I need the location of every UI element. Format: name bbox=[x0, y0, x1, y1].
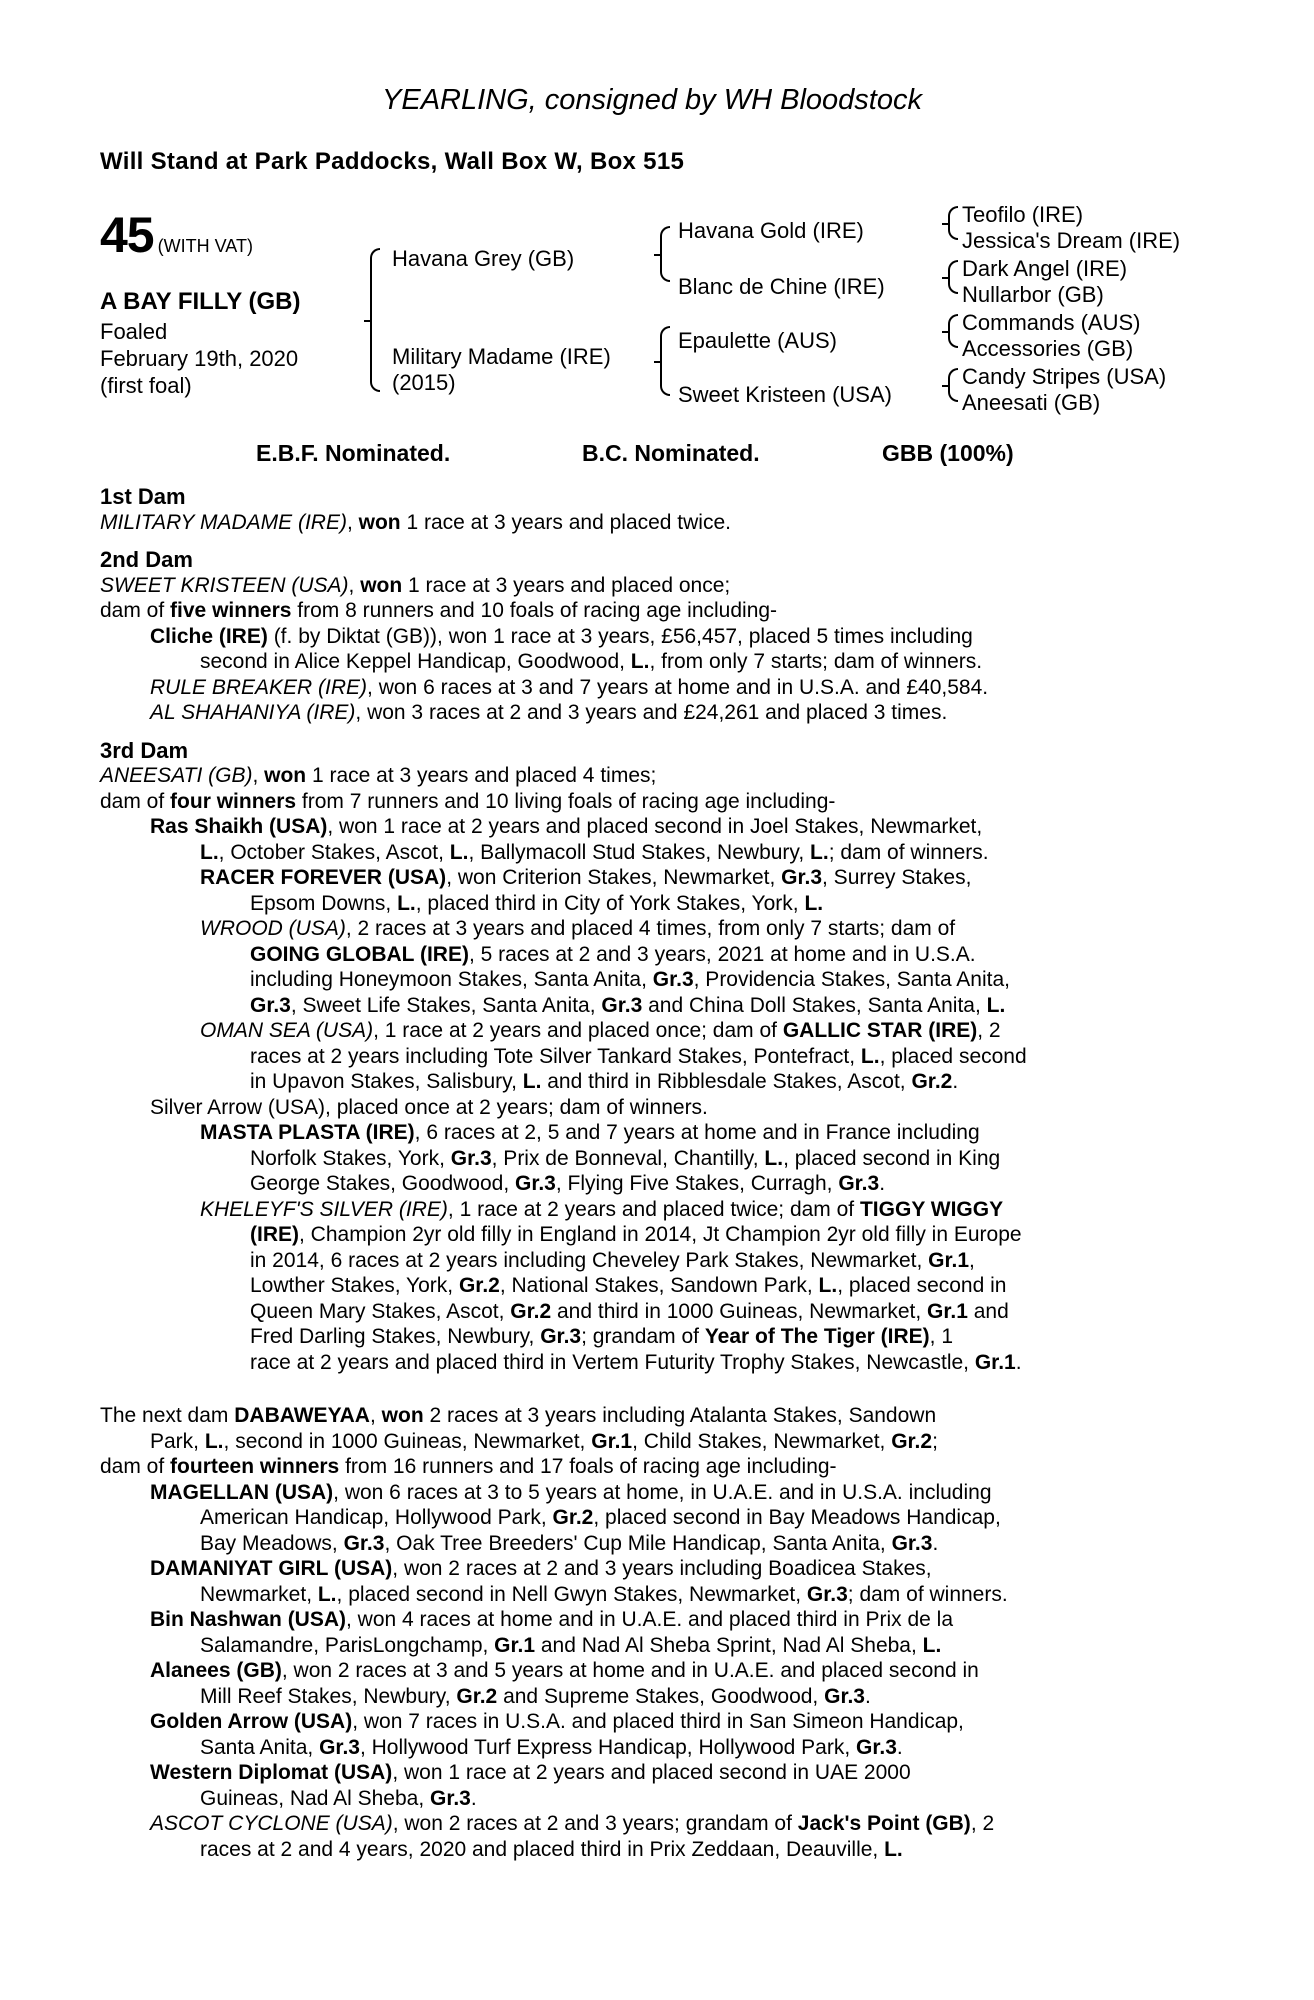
progeny-racer-forever: RACER FOREVER (USA), won Criterion Stakes, Newmarket, Gr.3, Surrey Stakes, bbox=[200, 866, 972, 889]
progeny-al-shahaniya: AL SHAHANIYA (IRE), won 3 races at 2 and 3 years and £24,261 and placed 3 times. bbox=[150, 701, 948, 724]
dam-dam: Sweet Kristeen (USA) bbox=[678, 382, 892, 407]
dam-sire: Epaulette (AUS) bbox=[678, 328, 837, 353]
progeny-tiggy-wiggy-2: in 2014, 6 races at 2 years including Cheveley Park Stakes, Newmarket, Gr.1, bbox=[250, 1248, 975, 1272]
progeny-alanees-2: Mill Reef Stakes, Newbury, Gr.2 and Supreme Stakes, Goodwood, Gr.3. bbox=[200, 1684, 871, 1708]
ped-dss: Commands (AUS) bbox=[962, 310, 1141, 335]
progeny-tiggy-wiggy: (IRE), Champion 2yr old filly in England in 2014, Jt Champion 2yr old filly in Europe bbox=[250, 1223, 1022, 1246]
third-dam-line: ANEESATI (GB), won 1 race at 3 years and placed 4 times; bbox=[100, 764, 657, 787]
progeny-masta-plasta-3: George Stakes, Goodwood, Gr.3, Flying Five Stakes, Curragh, Gr.3. bbox=[250, 1172, 886, 1195]
progeny-oman-sea-2: races at 2 years including Tote Silver Tankard Stakes, Pontefract, L., placed second bbox=[250, 1044, 1027, 1068]
progeny-western-diplomat-2: Guineas, Nad Al Sheba, Gr.3. bbox=[200, 1786, 477, 1810]
brace-sire bbox=[660, 226, 670, 282]
progeny-kheleyfs-silver: KHELEYF'S SILVER (IRE), 1 race at 2 years and placed twice; dam of TIGGY WIGGY bbox=[200, 1197, 1004, 1221]
second-dam-heading: 2nd Dam bbox=[100, 547, 193, 572]
dam: Military Madame (IRE) bbox=[392, 344, 611, 369]
brace-dd bbox=[948, 368, 958, 402]
sire: Havana Grey (GB) bbox=[392, 246, 575, 271]
progeny-ras-shaikh-cont: L., October Stakes, Ascot, L., Ballymacoll Stud Stakes, Newbury, L.; dam of winners. bbox=[200, 840, 989, 864]
ebf-nomination: E.B.F. Nominated. bbox=[256, 440, 451, 466]
progeny-cliche-cont: second in Alice Keppel Handicap, Goodwood, L., from only 7 starts; dam of winners. bbox=[200, 650, 983, 673]
third-dam-heading: 3rd Dam bbox=[100, 737, 189, 763]
brace-dam bbox=[660, 326, 670, 396]
progeny-going-global-2: including Honeymoon Stakes, Santa Anita, Gr.3, Providencia Stakes, Santa Anita, bbox=[250, 968, 1010, 991]
progeny-wrood: WROOD (USA), 2 races at 3 years and placed 4 times, from only 7 starts; dam of bbox=[200, 917, 956, 940]
progeny-western-diplomat: Western Diplomat (USA), won 1 race at 2 years and placed second in UAE 2000 bbox=[150, 1761, 911, 1784]
progeny-masta-plasta: MASTA PLASTA (IRE), 6 races at 2, 5 and 7 years at home and in France including bbox=[200, 1121, 980, 1144]
bc-nomination: B.C. Nominated. bbox=[582, 440, 760, 466]
ped-ssd: Jessica's Dream (IRE) bbox=[962, 228, 1181, 253]
first-dam-line: MILITARY MADAME (IRE), won 1 race at 3 years and placed twice. bbox=[100, 510, 731, 534]
progeny-golden-arrow-2: Santa Anita, Gr.3, Hollywood Turf Express Handicap, Hollywood Park, Gr.3. bbox=[200, 1735, 903, 1759]
lot-number: 45 bbox=[100, 207, 154, 263]
dam-year: (2015) bbox=[392, 370, 456, 395]
progeny-bin-nashwan: Bin Nashwan (USA), won 4 races at home and in U.A.E. and placed third in Prix de la bbox=[150, 1608, 954, 1631]
foaled-label: Foaled bbox=[100, 319, 168, 344]
progeny-tiggy-wiggy-4: Queen Mary Stakes, Ascot, Gr.2 and third in 1000 Guineas, Newmarket, Gr.1 and bbox=[250, 1299, 1009, 1323]
progeny-tiggy-wiggy-5: Fred Darling Stakes, Newbury, Gr.3; grandam of Year of The Tiger (IRE), 1 bbox=[250, 1325, 954, 1348]
progeny-tiggy-wiggy-3: Lowther Stakes, York, Gr.2, National Stakes, Sandown Park, L., placed second in bbox=[250, 1274, 1007, 1297]
progeny-damaniyat-girl-2: Newmarket, L., placed second in Nell Gwyn Stakes, Newmarket, Gr.3; dam of winners. bbox=[200, 1582, 1008, 1606]
horse-name: A BAY FILLY (GB) bbox=[100, 288, 301, 315]
foal-note: (first foal) bbox=[100, 373, 192, 398]
next-dam-line: The next dam DABAWEYAA, won 2 races at 3 years including Atalanta Stakes, Sandown bbox=[100, 1404, 937, 1427]
horse-info bbox=[100, 318, 298, 399]
progeny-racer-forever-cont: Epsom Downs, L., placed third in City of York Stakes, York, L. bbox=[250, 891, 824, 915]
dam-history bbox=[100, 484, 1204, 1862]
foaled-date: February 19th, 2020 bbox=[100, 346, 299, 371]
ped-dds: Candy Stripes (USA) bbox=[962, 364, 1167, 389]
progeny-oman-sea: OMAN SEA (USA), 1 race at 2 years and placed once; dam of GALLIC STAR (IRE), 2 bbox=[200, 1019, 1001, 1042]
next-dam-produce: dam of fourteen winners from 16 runners and 17 foals of racing age including- bbox=[100, 1455, 837, 1478]
nominations bbox=[100, 440, 1204, 470]
gbb-label: GBB (100%) bbox=[882, 440, 1014, 466]
progeny-golden-arrow: Golden Arrow (USA), won 7 races in U.S.A. and placed third in San Simeon Handicap, bbox=[150, 1710, 964, 1733]
progeny-ascot-cyclone-2: races at 2 and 4 years, 2020 and placed third in Prix Zeddaan, Deauville, L. bbox=[200, 1837, 903, 1861]
first-dam-heading: 1st Dam bbox=[100, 484, 186, 509]
second-dam-line: SWEET KRISTEEN (USA), won 1 race at 3 years and placed once; bbox=[100, 573, 731, 597]
ped-ddd: Aneesati (GB) bbox=[962, 390, 1101, 415]
progeny-magellan-3: Bay Meadows, Gr.3, Oak Tree Breeders' Cup Mile Handicap, Santa Anita, Gr.3. bbox=[200, 1531, 939, 1555]
pedigree-block bbox=[100, 200, 1204, 440]
brace-gen1 bbox=[370, 248, 380, 392]
brace-sd bbox=[948, 260, 958, 294]
progeny-magellan-2: American Handicap, Hollywood Park, Gr.2, placed second in Bay Meadows Handicap, bbox=[200, 1506, 1001, 1529]
ped-sss: Teofilo (IRE) bbox=[962, 202, 1084, 227]
third-dam-produce: dam of four winners from 7 runners and 10 living foals of racing age including- bbox=[100, 789, 836, 813]
sire-sire: Havana Gold (IRE) bbox=[678, 218, 864, 243]
brace-ds bbox=[948, 314, 958, 348]
progeny-ras-shaikh: Ras Shaikh (USA), won 1 race at 2 years and placed second in Joel Stakes, Newmarket, bbox=[150, 815, 983, 838]
second-dam-produce: dam of five winners from 8 runners and 10 foals of racing age including- bbox=[100, 599, 778, 622]
stand-location: Will Stand at Park Paddocks, Wall Box W, Box 515 bbox=[100, 148, 685, 175]
progeny-ascot-cyclone: ASCOT CYCLONE (USA), won 2 races at 2 and 3 years; grandam of Jack's Point (GB), 2 bbox=[150, 1812, 995, 1835]
progeny-magellan: MAGELLAN (USA), won 6 races at 3 to 5 years at home, in U.A.E. and in U.S.A. including bbox=[150, 1480, 992, 1504]
page-title: YEARLING, consigned by WH Bloodstock bbox=[382, 84, 922, 116]
progeny-cliche: Cliche (IRE) (f. by Diktat (GB)), won 1 race at 3 years, £56,457, placed 5 times including bbox=[150, 624, 973, 648]
progeny-alanees: Alanees (GB), won 2 races at 3 and 5 years at home and in U.A.E. and placed second in bbox=[150, 1659, 979, 1682]
progeny-masta-plasta-2: Norfolk Stakes, York, Gr.3, Prix de Bonneval, Chantilly, L., placed second in King bbox=[250, 1146, 1001, 1170]
progeny-going-global: GOING GLOBAL (IRE), 5 races at 2 and 3 years, 2021 at home and in U.S.A. bbox=[250, 942, 976, 966]
progeny-oman-sea-3: in Upavon Stakes, Salisbury, L. and third in Ribblesdale Stakes, Ascot, Gr.2. bbox=[250, 1070, 959, 1093]
progeny-damaniyat-girl: DAMANIYAT GIRL (USA), won 2 races at 2 and 3 years including Boadicea Stakes, bbox=[150, 1557, 932, 1580]
brace-ss bbox=[948, 206, 958, 240]
progeny-bin-nashwan-2: Salamandre, ParisLongchamp, Gr.1 and Nad Al Sheba Sprint, Nad Al Sheba, L. bbox=[200, 1633, 942, 1657]
vat-label: (WITH VAT) bbox=[157, 236, 253, 256]
progeny-going-global-3: Gr.3, Sweet Life Stakes, Santa Anita, Gr.3 and China Doll Stakes, Santa Anita, L. bbox=[250, 993, 1006, 1017]
ped-dsd: Accessories (GB) bbox=[962, 336, 1134, 361]
progeny-rule-breaker: RULE BREAKER (IRE), won 6 races at 3 and 7 years at home and in U.S.A. and £40,584. bbox=[150, 675, 989, 699]
next-dam-line-2: Park, L., second in 1000 Guineas, Newmarket, Gr.1, Child Stakes, Newmarket, Gr.2; bbox=[150, 1429, 938, 1453]
progeny-silver-arrow: Silver Arrow (USA), placed once at 2 years; dam of winners. bbox=[150, 1095, 708, 1119]
sire-dam: Blanc de Chine (IRE) bbox=[678, 274, 885, 299]
ped-sds: Dark Angel (IRE) bbox=[962, 256, 1128, 281]
progeny-tiggy-wiggy-6: race at 2 years and placed third in Vertem Futurity Trophy Stakes, Newcastle, Gr.1. bbox=[250, 1350, 1022, 1374]
lot-header bbox=[100, 206, 253, 264]
ped-sdd: Nullarbor (GB) bbox=[962, 282, 1104, 307]
